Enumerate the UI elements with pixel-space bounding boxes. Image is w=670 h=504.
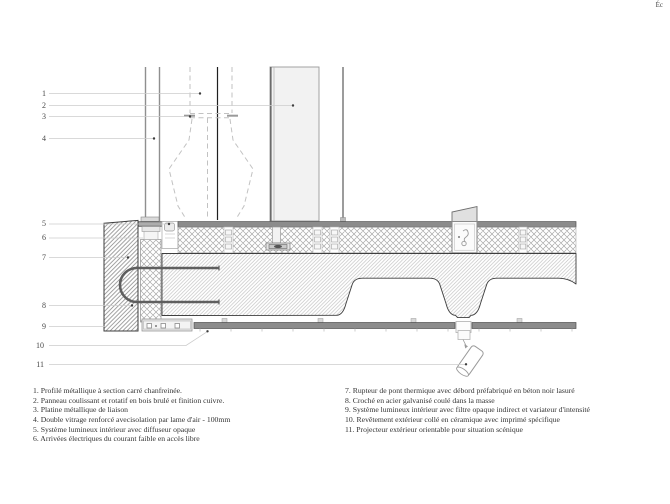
sliding-wood-panel [270,67,319,221]
electrical-service-channel [330,227,339,253]
legend-item-6: 6. Arrivées électriques du courant faible en accès libre [33,434,200,444]
legend-column-left [33,386,230,444]
callout-number-2: 2 [42,100,46,110]
legend-item-9: 9. Système lumineux intérieur avec filtre opaque indirect et variateur d'intensité [345,405,590,415]
slab-topping-band [178,222,576,227]
legend-item-5: 5. Système lumineux intérieur avec diffuseur opaque [33,424,196,434]
rotating-panel-dashed-outline [169,67,253,219]
callout-number-8: 8 [42,300,46,310]
interior-finish-line [341,67,346,222]
callout-number-4: 4 [42,133,46,143]
callout-number-10: 10 [36,340,44,350]
callout-number-1: 1 [42,88,46,98]
callout-number-11: 11 [36,359,44,369]
sheet-corner-note: Éc [655,1,663,9]
electrical-service-channel [313,227,322,253]
legend-column-right [345,386,590,434]
legend-item-3: 3. Platine métallique de liaison [33,405,129,415]
ribbed-concrete-slab [162,254,576,318]
interior-luminaire-diffuser [162,222,178,249]
legend-item-8: 8. Croché en acier galvanisé coulé dans la masse [345,395,495,405]
callout-number-9: 9 [42,321,46,331]
legend-item-7: 7. Rupteur de pont thermique avec débord préfabriqué en béton noir lasuré [345,386,575,395]
legend-item-1: 1. Profilé métallique à section carré chanfreinée. [33,386,182,395]
legend-item-11: 11. Projecteur extérieur orientable pour situation scénique [345,424,523,434]
callout-number-7: 7 [42,252,46,262]
callout-number-3: 3 [42,111,46,121]
soffit-luminaire-bracket [142,319,192,331]
callout-number-5: 5 [42,219,46,228]
electrical-service-channel [224,227,233,253]
double-glazing-lines [146,67,160,221]
legend-item-10: 10. Revêtement extérieur collé en céramique avec imprimé spécifique [345,415,560,425]
legend-item-2: 2. Panneau coulissant et rotatif en bois brulé et finition cuivre. [33,395,225,405]
galvanized-steel-hook-box [452,207,477,253]
insulation-crosshatch-band [178,227,576,253]
ceiling-cladding-band [194,319,576,333]
legend-item-4: 4. Double vitrage renforcé avecisolation par lame d'air - 100mm [33,415,231,425]
callout-number-6: 6 [42,233,46,242]
precast-concrete-edge-block [104,220,138,331]
electrical-service-channel [519,227,527,253]
wall-core-crosshatch-strip [141,240,162,323]
orientable-projector [455,331,484,378]
